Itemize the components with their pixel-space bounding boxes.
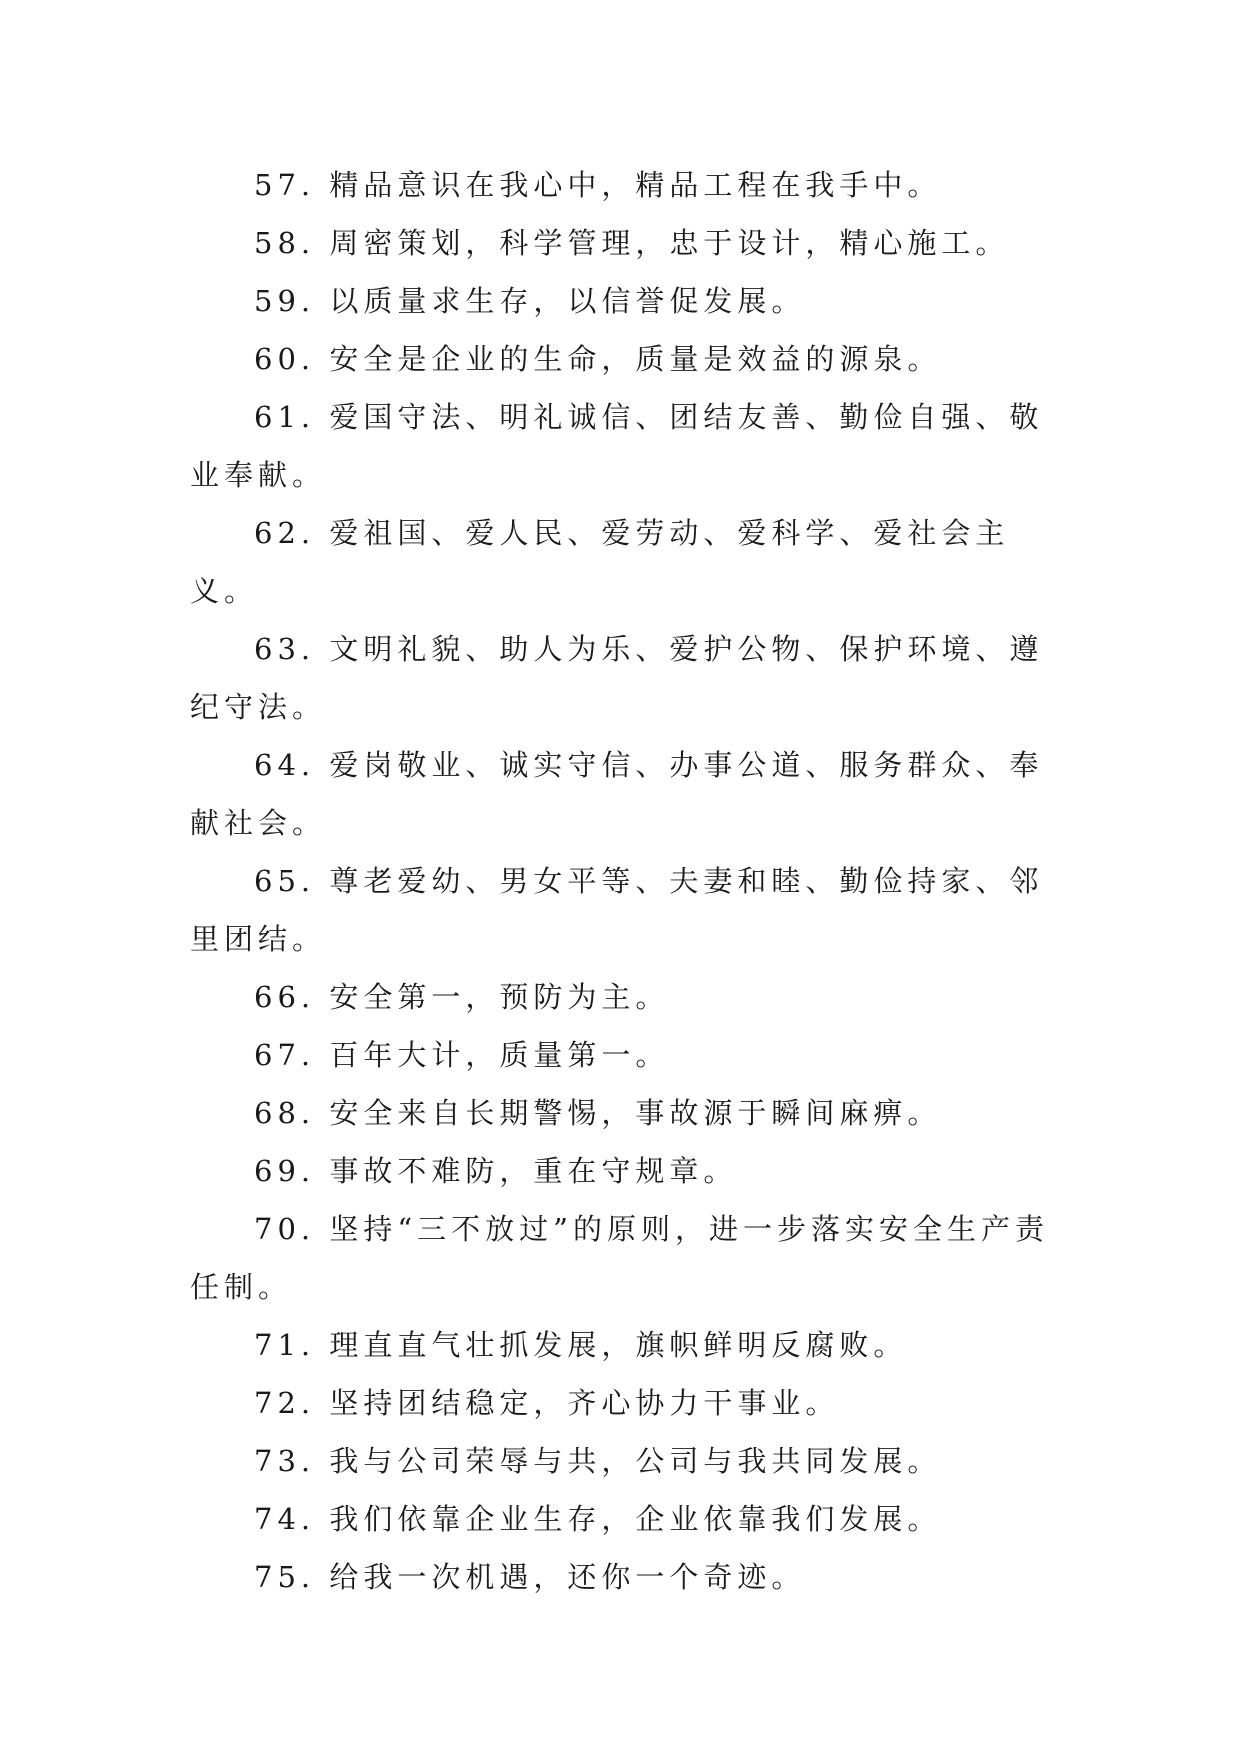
- list-item: 61. 爱国守法、明礼诚信、团结友善、勤俭自强、敬业奉献。: [190, 400, 1044, 492]
- list-item: 70. 坚持“三不放过”的原则，进一步落实安全生产责任制。: [190, 1212, 1049, 1304]
- list-item: 69. 事故不难防，重在守规章。: [254, 1154, 738, 1188]
- slogan-list: [190, 156, 1070, 1606]
- list-item: 71. 理直直气壮抓发展，旗帜鲜明反腐败。: [254, 1328, 908, 1362]
- list-item: 66. 安全第一，预防为主。: [254, 980, 670, 1014]
- list-item: 75. 给我一次机遇，还你一个奇迹。: [254, 1560, 806, 1594]
- list-item: 62. 爱祖国、爱人民、爱劳动、爱科学、爱社会主义。: [190, 516, 1010, 608]
- list-item: 58. 周密策划，科学管理，忠于设计，精心施工。: [254, 226, 1010, 260]
- list-item: 74. 我们依靠企业生存，企业依靠我们发展。: [254, 1502, 942, 1536]
- list-item: 73. 我与公司荣辱与共，公司与我共同发展。: [254, 1444, 942, 1478]
- list-item: 59. 以质量求生存，以信誉促发展。: [254, 284, 806, 318]
- list-item: 57. 精品意识在我心中，精品工程在我手中。: [254, 168, 942, 202]
- list-item: 67. 百年大计，质量第一。: [254, 1038, 670, 1072]
- list-item: 68. 安全来自长期警惕，事故源于瞬间麻痹。: [254, 1096, 942, 1130]
- list-item: 60. 安全是企业的生命，质量是效益的源泉。: [254, 342, 942, 376]
- list-item: 72. 坚持团结稳定，齐心协力干事业。: [254, 1386, 840, 1420]
- list-item: 65. 尊老爱幼、男女平等、夫妻和睦、勤俭持家、邻里团结。: [190, 864, 1044, 956]
- list-item: 63. 文明礼貌、助人为乐、爱护公物、保护环境、遵纪守法。: [190, 632, 1044, 724]
- list-item: 64. 爱岗敬业、诚实守信、办事公道、服务群众、奉献社会。: [190, 748, 1044, 840]
